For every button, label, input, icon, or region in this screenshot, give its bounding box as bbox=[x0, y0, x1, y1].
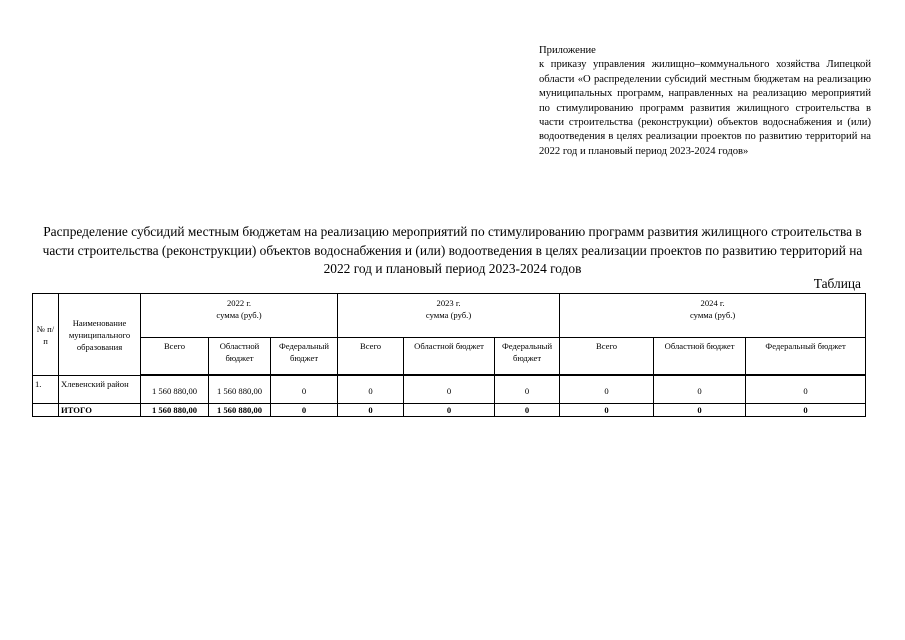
header-federal-2024: Федеральный бюджет bbox=[746, 338, 866, 375]
header-federal-2023: Федеральный бюджет bbox=[495, 338, 560, 375]
appendix-note bbox=[539, 44, 871, 159]
table-label: Таблица bbox=[813, 276, 861, 291]
row-number: 1. bbox=[33, 376, 59, 404]
total-value: 1 560 880,00 bbox=[209, 404, 271, 417]
total-value: 1 560 880,00 bbox=[141, 404, 209, 417]
cell-value: 0 bbox=[495, 376, 560, 404]
year-label: 2023 г. bbox=[436, 298, 461, 308]
header-total-2022: Всего bbox=[141, 338, 209, 375]
year-label: 2022 г. bbox=[226, 298, 252, 308]
header-regional-2022: Областной бюджет bbox=[209, 338, 271, 375]
total-value: 0 bbox=[495, 404, 560, 417]
header-regional-2023: Областной бюджет bbox=[404, 338, 495, 375]
cell-value: 0 bbox=[746, 376, 866, 404]
cell-value: 1 560 880,00 bbox=[141, 376, 209, 404]
total-number bbox=[33, 404, 59, 417]
header-total-2023: Всего bbox=[338, 338, 404, 375]
appendix-heading: Приложение bbox=[539, 45, 596, 56]
year-unit: сумма (руб.) bbox=[689, 310, 736, 320]
header-year-2024 bbox=[560, 294, 866, 338]
header-total-2024: Всего bbox=[560, 338, 654, 375]
total-value: 0 bbox=[338, 404, 404, 417]
header-federal-2022: Федеральный бюджет bbox=[271, 338, 338, 375]
total-value: 0 bbox=[560, 404, 654, 417]
appendix-body: к приказу управления жилищно–коммунального хозяйства Липецкой области «О распределении субсидий местным бюджетам на реализацию муниципальных программ, направленных на реализацию мероприятий по стимулированию программ развития жилищного строительства в части строительства (реконструкции) объектов водоснабжения и (или) водоотведения в целях реализации проектов по развитию территорий на 2022 год и плановый период 2023-2024 годов» bbox=[539, 59, 871, 157]
cell-value: 0 bbox=[654, 376, 746, 404]
cell-value: 0 bbox=[560, 376, 654, 404]
header-year-2022 bbox=[141, 294, 338, 338]
total-value: 0 bbox=[746, 404, 866, 417]
table-row bbox=[33, 376, 866, 404]
cell-value: 0 bbox=[338, 376, 404, 404]
subsidy-table bbox=[32, 293, 866, 417]
header-number: № п/п bbox=[33, 294, 59, 376]
year-unit: сумма (руб.) bbox=[425, 310, 472, 320]
cell-value: 0 bbox=[404, 376, 495, 404]
total-label: ИТОГО bbox=[59, 404, 141, 417]
year-label: 2024 г. bbox=[700, 298, 725, 308]
header-regional-2024: Областной бюджет bbox=[654, 338, 746, 375]
header-year-2023 bbox=[338, 294, 560, 338]
cell-value: 0 bbox=[271, 376, 338, 404]
row-municipality: Хлевенский район bbox=[59, 376, 141, 404]
table-total-row bbox=[33, 404, 866, 417]
cell-value: 1 560 880,00 bbox=[209, 376, 271, 404]
total-value: 0 bbox=[404, 404, 495, 417]
total-value: 0 bbox=[654, 404, 746, 417]
header-municipality: Наименование муниципального образования bbox=[59, 294, 141, 376]
document-title: Распределение субсидий местным бюджетам на реализацию мероприятий по стимулированию программ развития жилищного строительства в части строительства (реконструкции) объектов водоснабжения и (или) водоотведения в целях реализации проектов по развитию территорий на 2022 год и плановый период 2023-2024 годов bbox=[42, 224, 863, 276]
year-unit: сумма (руб.) bbox=[216, 310, 262, 320]
total-value: 0 bbox=[271, 404, 338, 417]
